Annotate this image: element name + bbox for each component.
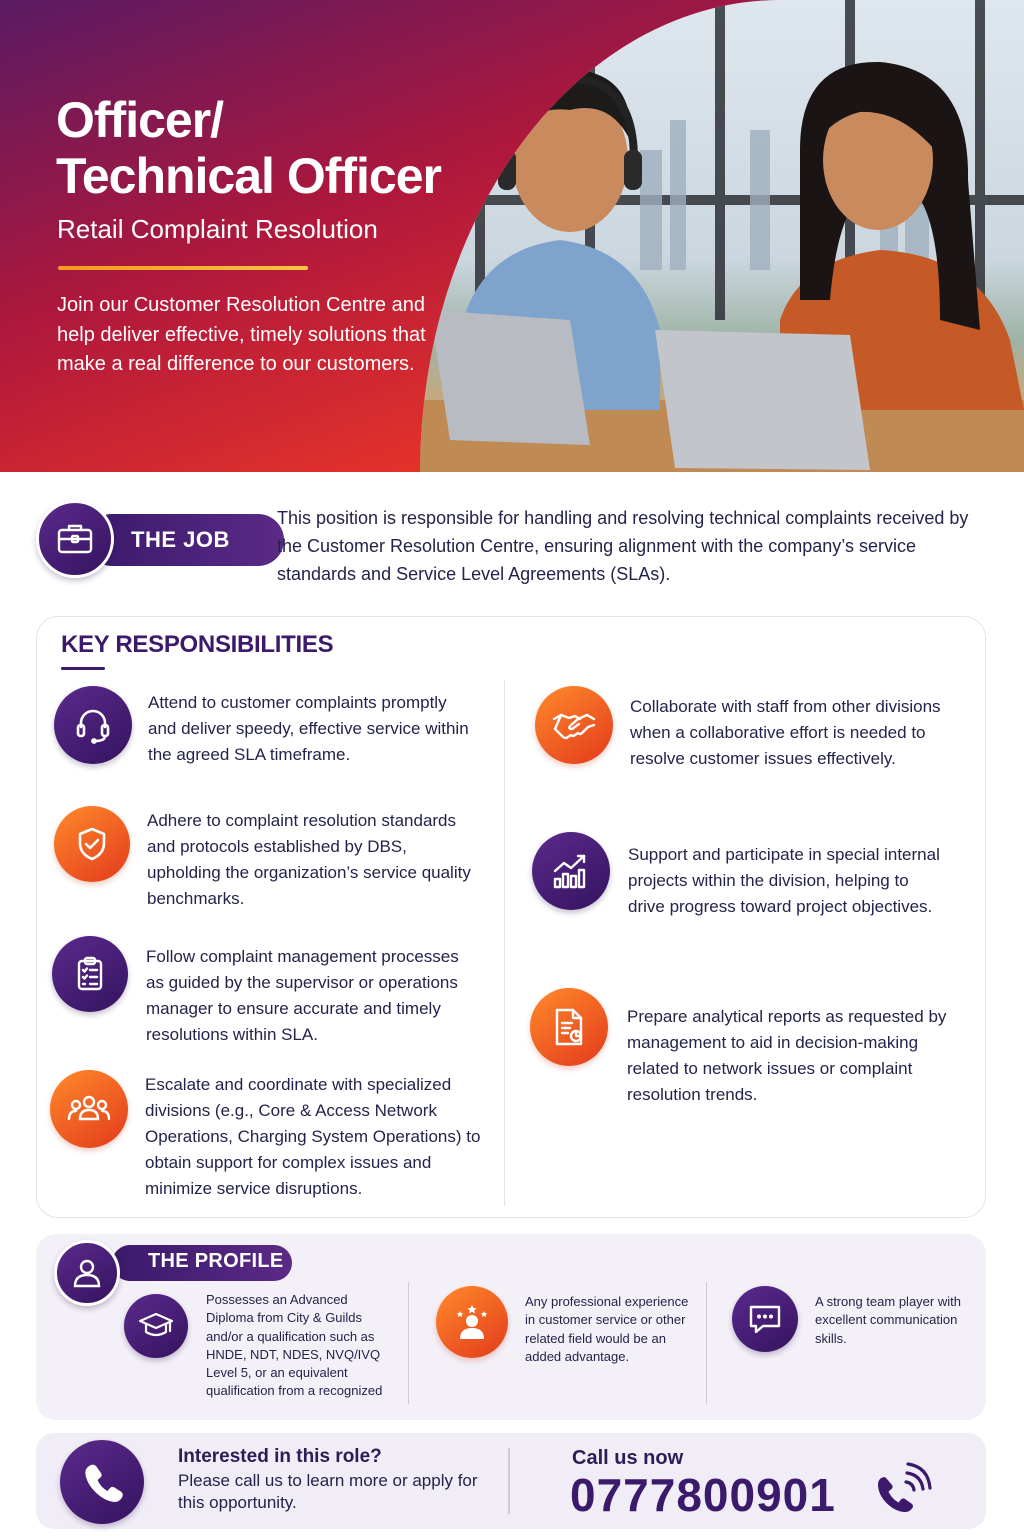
column-divider: [504, 680, 505, 1206]
cta-subtitle: Please call us to learn more or apply for this opportunity.: [178, 1471, 478, 1512]
key-responsibilities-title: KEY RESPONSIBILITIES: [61, 631, 334, 658]
the-profile-label: THE PROFILE: [148, 1250, 284, 1272]
responsibility-text: Adhere to complaint resolution standards and protocols established by DBS, upholding the organization’s service quality benchmarks.: [147, 811, 471, 908]
profile-divider: [408, 1282, 409, 1404]
hero-illustration: [420, 0, 1024, 472]
subtitle-divider: [58, 266, 308, 270]
team-icon: [50, 1070, 128, 1148]
job-description: This position is responsible for handling and resolving technical complaints received by the Customer Resolution Centre, ensuring alignment with the company’s service standards and Service Level Agreements (SLAs).: [277, 508, 969, 584]
profile-experience-text: Any professional experience in customer service or other related field would be an added advantage.: [525, 1294, 689, 1364]
the-job-label: THE JOB: [131, 527, 230, 552]
responsibility-text: Follow complaint management processes as guided by the supervisor or operations manager to ensure accurate and timely resolutions within SLA.: [146, 947, 459, 1044]
the-job-badge: [36, 500, 250, 578]
title-underline: [61, 667, 105, 670]
person-icon: [54, 1240, 120, 1306]
call-centre-agents-illustration: [420, 0, 1024, 472]
responsibility-text: Collaborate with staff from other divisions when a collaborative effort is needed to resolve customer issues effectively.: [630, 697, 941, 768]
cta-title: Interested in this role?: [178, 1446, 382, 1467]
page-title: [56, 92, 476, 204]
briefcase-icon: [36, 500, 114, 578]
phone-ringing-icon: [872, 1460, 934, 1522]
responsibility-text: Support and participate in special internal projects within the division, helping to drive progress toward project objectives.: [628, 845, 940, 916]
page-title-line1: Officer/: [56, 92, 224, 148]
customer-star-icon: [436, 1286, 508, 1358]
profile-divider: [706, 1282, 707, 1404]
hero-intro-text: Join our Customer Resolution Centre and help deliver effective, timely solutions that make a real difference to our customers.: [57, 294, 426, 375]
hero-banner: [0, 0, 1024, 472]
page-subtitle: Retail Complaint Resolution: [57, 214, 378, 244]
graduation-cap-icon: [124, 1294, 188, 1358]
chat-bubble-icon: [732, 1286, 798, 1352]
shield-check-icon: [54, 806, 130, 882]
responsibility-text: Prepare analytical reports as requested by management to aid in decision-making related to network issues or complaint resolution trends.: [627, 1007, 947, 1104]
phone-number-link[interactable]: 0777800901: [570, 1469, 836, 1521]
headset-icon: [54, 686, 132, 764]
call-us-label: Call us now: [572, 1447, 684, 1469]
growth-chart-icon: [532, 832, 610, 910]
phone-icon[interactable]: [60, 1440, 144, 1524]
handshake-icon: [535, 686, 613, 764]
report-document-icon: [530, 988, 608, 1066]
responsibility-text: Escalate and coordinate with specialized divisions (e.g., Core & Access Network Operations, Charging System Operations) to obtain support for complex issues and minimize service disruptions.: [145, 1075, 481, 1198]
profile-teamwork-text: A strong team player with excellent communication skills.: [815, 1294, 961, 1346]
page-title-line2: Technical Officer: [56, 148, 441, 204]
cta-divider: [508, 1448, 510, 1514]
profile-qualification-text: Possesses an Advanced Diploma from City & Guilds and/or a qualification such as HNDE, NDT, NDES, NVQ/IVQ Level 5, or an equivalent qualification from a recognized: [206, 1292, 383, 1399]
clipboard-checklist-icon: [52, 936, 128, 1012]
responsibility-text: Attend to customer complaints promptly and deliver speedy, effective service within the agreed SLA timeframe.: [148, 693, 469, 764]
